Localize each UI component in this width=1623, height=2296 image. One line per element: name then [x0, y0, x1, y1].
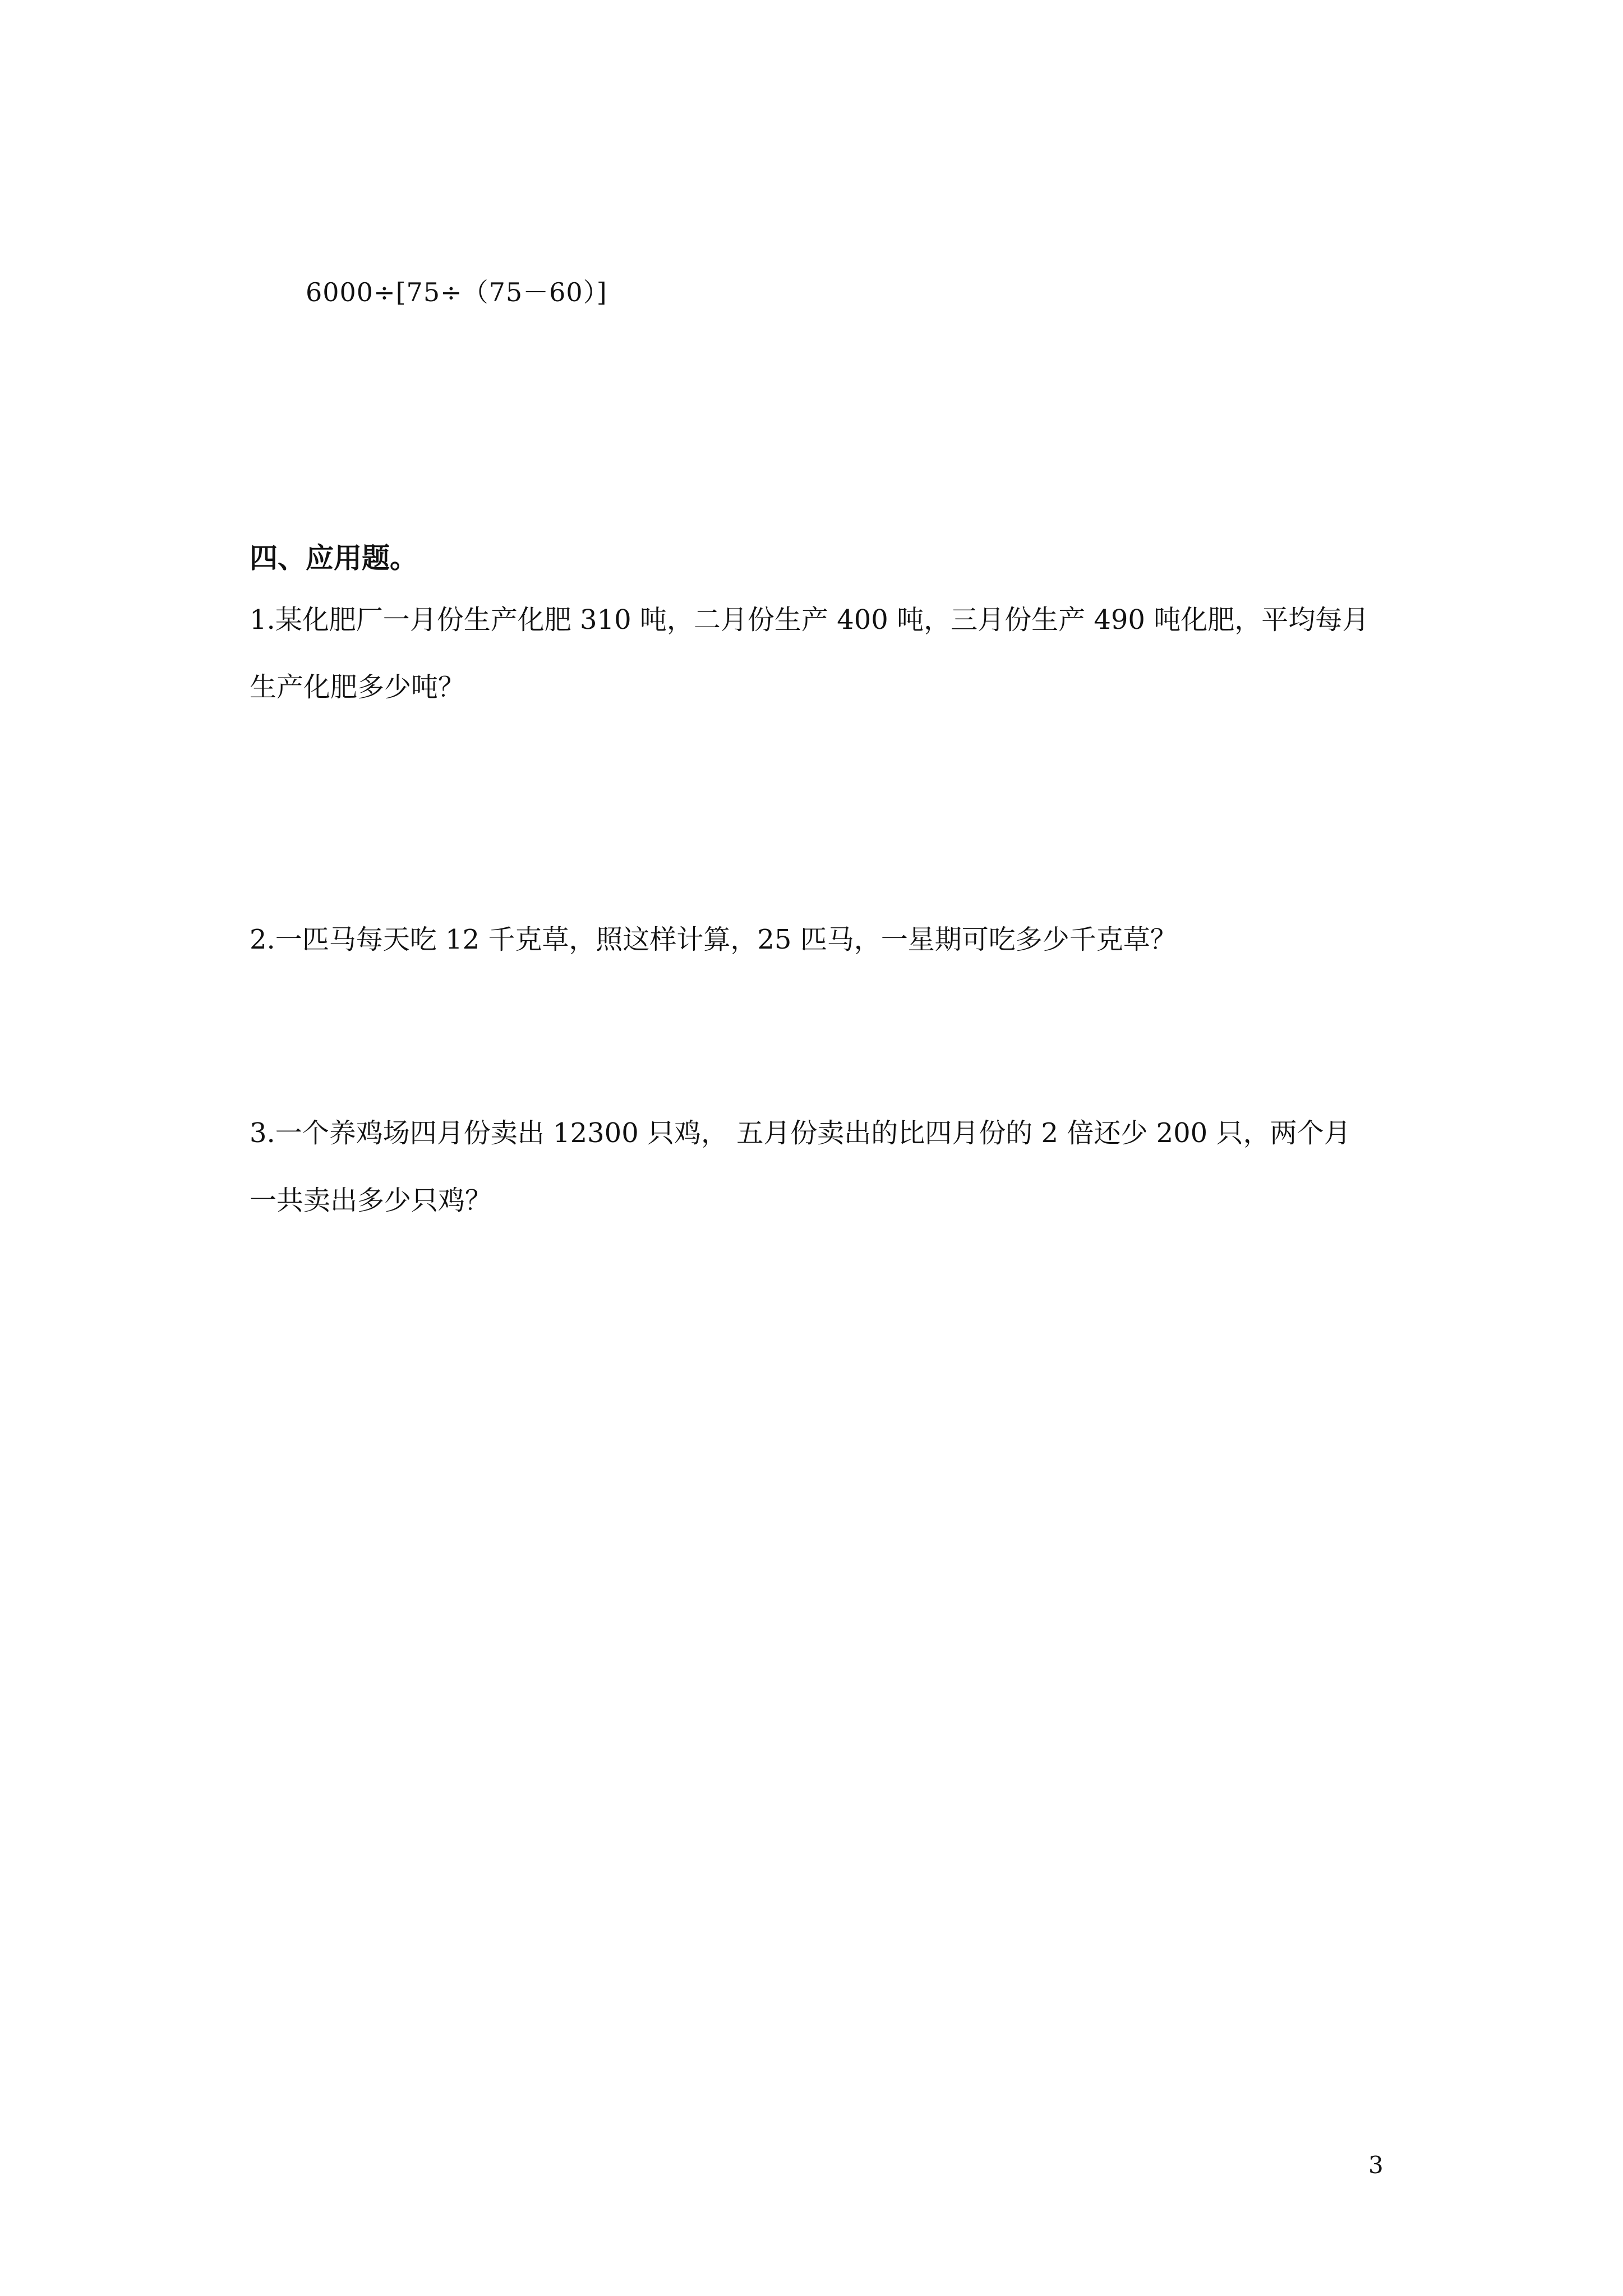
- problem-1-line-1: 1.某化肥厂一月份生产化肥 310 吨，二月份生产 400 吨，三月份生产 490 吨化肥，平均每月: [250, 604, 1370, 636]
- problem-1-line-2: 生产化肥多少吨？: [250, 671, 465, 703]
- problem-2: [250, 906, 1394, 973]
- section-title: 四、应用题。: [250, 541, 418, 574]
- problem-3: [250, 1099, 1394, 1234]
- problem-2-line-1: 2.一匹马每天吃 12 千克草，照这样计算，25 匹马，一星期可吃多少千克草？: [250, 924, 1177, 955]
- calculation-expression: 6000÷[75÷（75－60）]: [306, 277, 607, 307]
- problem-1: [250, 586, 1394, 721]
- problem-3-line-2: 一共卖出多少只鸡？: [250, 1185, 492, 1216]
- page-number: 3: [1368, 2151, 1384, 2179]
- problem-3-line-1: 3.一个养鸡场四月份卖出 12300 只鸡， 五月份卖出的比四月份的 2 倍还少 200 只，两个月: [250, 1117, 1351, 1149]
